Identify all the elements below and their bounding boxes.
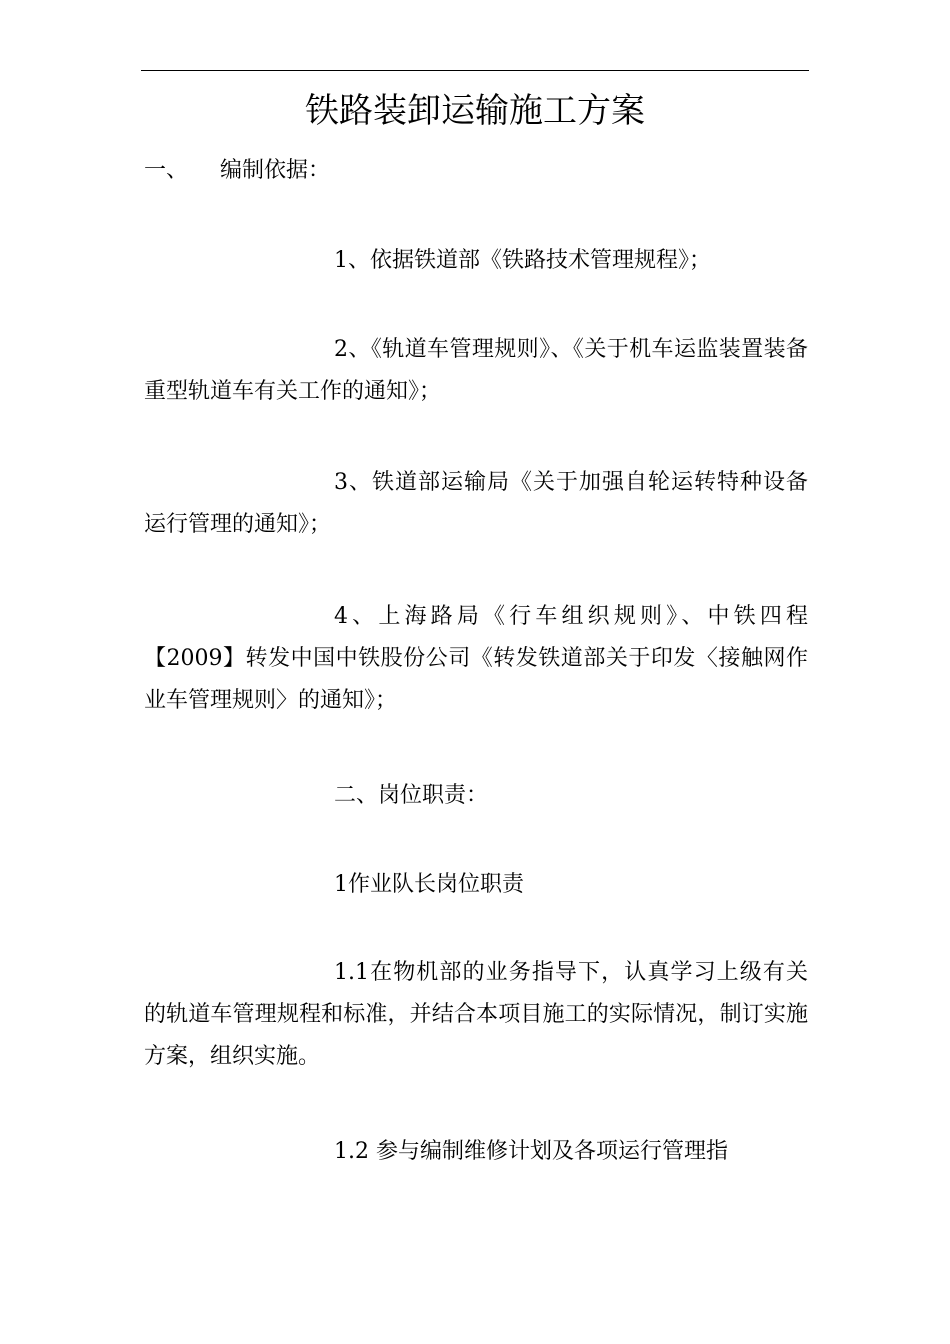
paragraph-basis-4: 4、上海路局《行车组织规则》、中铁四程【2009】转发中国中铁股份公司《转发铁道部关于印发〈接触网作业车管理规则〉的通知》； xyxy=(144,604,808,713)
paragraph-basis-1: 1、依据铁道部《铁路技术管理规程》； xyxy=(334,248,711,273)
paragraph-basis-2: 2、《轨道车管理规则》、《关于机车运监装置装备重型轨道车有关工作的通知》； xyxy=(144,337,808,404)
document-title: 铁路装卸运输施工方案 xyxy=(305,91,645,131)
paragraph-duty-1-1: 1.1在物机部的业务指导下，认真学习上级有关的轨道车管理规程和标准，并结合本项目施工的实际情况，制订实施方案，组织实施。 xyxy=(144,960,808,1069)
section-heading-basis xyxy=(144,154,330,188)
paragraph-duty-1-2: 1.2 参与编制维修计划及各项运行管理指 xyxy=(334,1139,728,1164)
header-rule xyxy=(141,70,809,71)
section-label: 编制依据： xyxy=(220,158,331,183)
section-heading-duties: 二、岗位职责： xyxy=(334,783,489,808)
subheading-team-leader-duties: 1作业队长岗位职责 xyxy=(334,872,524,897)
section-number: 一、 xyxy=(144,158,189,183)
paragraph-basis-3: 3、铁道部运输局《关于加强自轮运转特种设备运行管理的通知》； xyxy=(144,470,808,537)
